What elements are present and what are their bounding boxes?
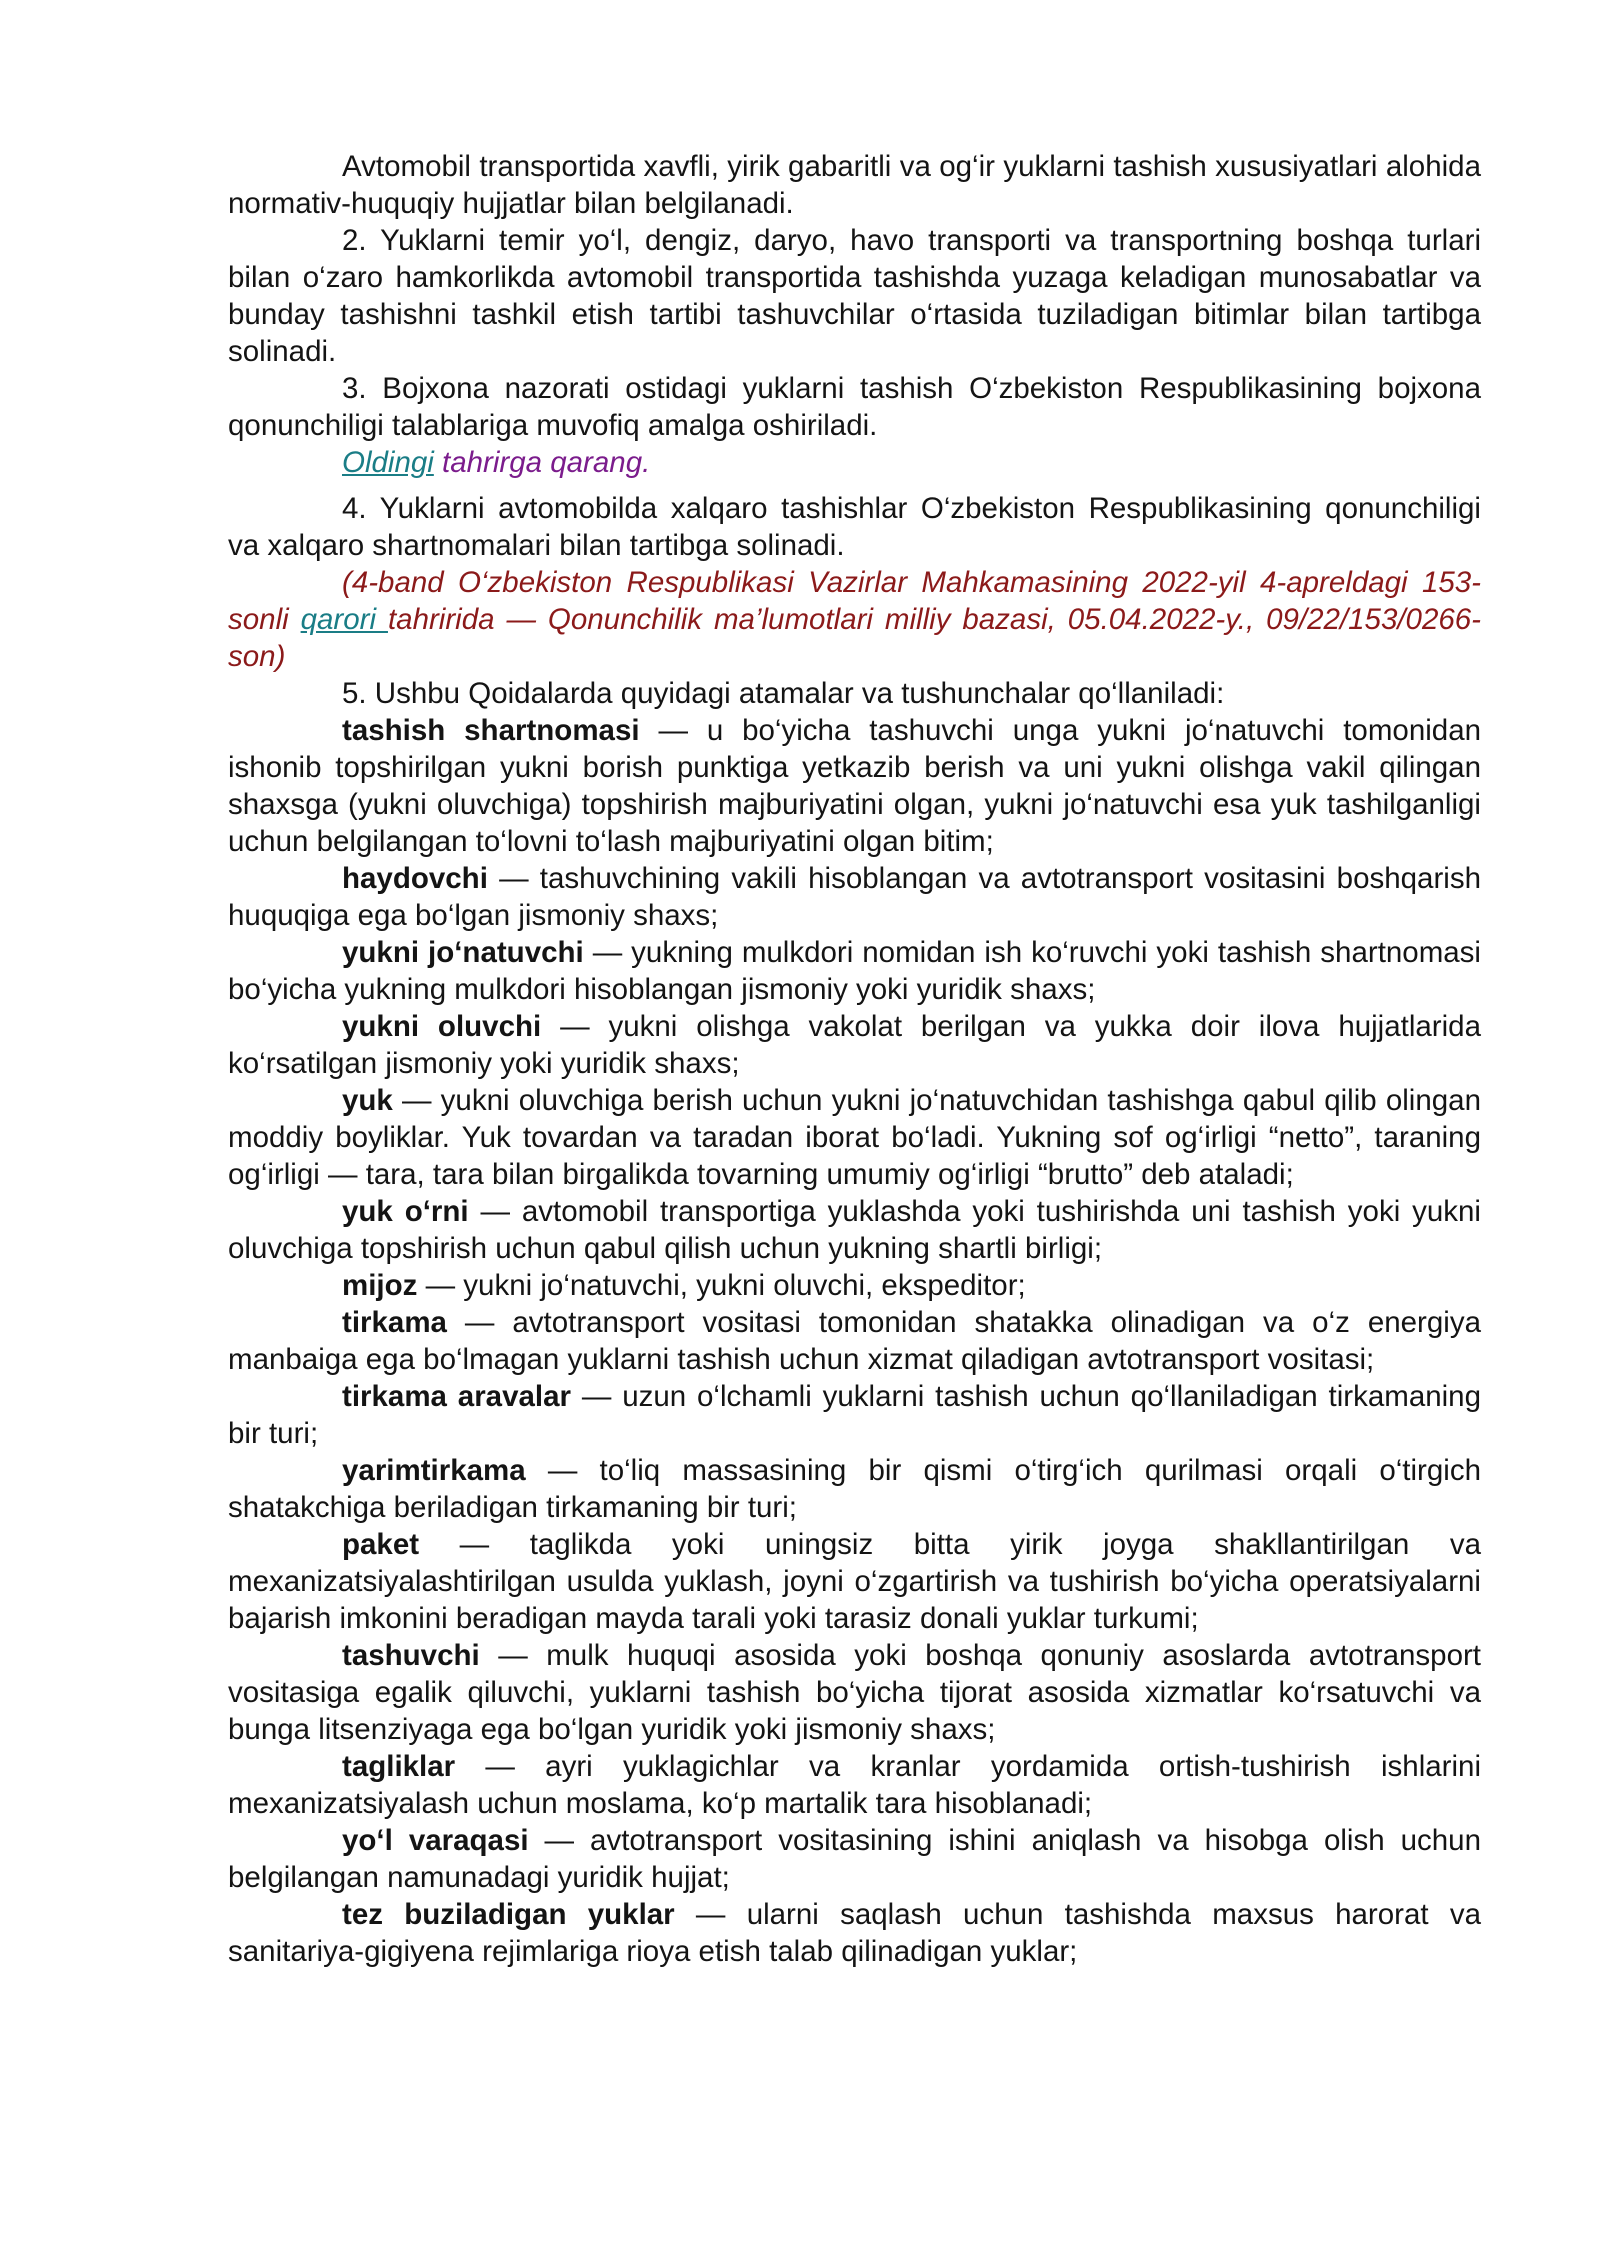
definition-text: — tashuvchining vakili hisoblangan va avtotransport vositasini boshqarish huquqiga ega bo‘lgan jismoniy shaxs;	[228, 862, 1481, 932]
definition-item	[228, 1822, 1481, 1896]
definition-text: — yukni jo‘natuvchi, yukni oluvchi, ekspeditor;	[417, 1269, 1026, 1302]
definition-text: — yukni olishga vakolat berilgan va yukka doir ilova hujjatlarida ko‘rsatilgan jismoniy yoki yuridik shaxs;	[228, 1010, 1481, 1080]
definition-term: yukni jo‘natuvchi	[342, 936, 584, 969]
amendment-note-after: tahririda — Qonunchilik ma’lumotlari milliy bazasi, 05.04.2022-y., 09/22/153/0266-son)	[228, 603, 1481, 673]
definition-item	[228, 1193, 1481, 1267]
definition-term: tirkama aravalar	[342, 1380, 571, 1413]
document-page	[228, 148, 1481, 1970]
definition-term: tez buziladigan yuklar	[342, 1898, 675, 1931]
definition-item	[228, 712, 1481, 860]
definition-term: yukni oluvchi	[342, 1010, 542, 1043]
definition-item	[228, 1637, 1481, 1748]
definition-text: — yukni oluvchiga berish uchun yukni jo‘natuvchidan tashishga qabul qilib olingan moddiy boyliklar. Yuk tovardan va taradan iborat bo‘ladi. Yukning sof og‘irligi “netto”, taraning og‘irligi — tara, tara bilan birgalikda tovarning umumiy og‘irligi “brutto” deb ataladi;	[228, 1084, 1481, 1191]
previous-edition-link[interactable]: Oldingi	[342, 446, 434, 479]
definition-text: — u bo‘yicha tashuvchi unga yukni jo‘natuvchi tomonidan ishonib topshirilgan yukni borish punktiga yetkazib berish va uni yukni olishga vakil qilingan shaxsga (yukni oluvchiga) topshirish majburiyatini olgan, yukni jo‘natuvchi esa yuk tashilganligi uchun belgilangan to‘lovni to‘lash majburiyatini olgan bitim;	[228, 714, 1482, 858]
item-4-paragraph: 4. Yuklarni avtomobilda xalqaro tashishlar O‘zbekiston Respublikasining qonunchiligi va xalqaro shartnomalari bilan tartibga solinadi.	[228, 492, 1481, 562]
definition-text: — ularni saqlash uchun tashishda maxsus harorat va sanitariya-gigiyena rejimlariga rioya etish talab qilinadigan yuklar;	[228, 1898, 1481, 1968]
definition-item	[228, 1304, 1481, 1378]
definition-text: — uzun o‘lchamli yuklarni tashish uchun qo‘llaniladigan tirkamaning bir turi;	[228, 1380, 1481, 1450]
definition-term: yuk	[342, 1084, 393, 1117]
definition-term: tashish shartnomasi	[342, 714, 640, 747]
previous-edition-note	[228, 444, 1481, 481]
definition-item	[228, 1526, 1481, 1637]
definition-item	[228, 1896, 1481, 1970]
definition-term: yuk o‘rni	[342, 1195, 469, 1228]
definition-text: — mulk huquqi asosida yoki boshqa qonuniy asoslarda avtotransport vositasiga egalik qiluvchi, yuklarni tashish bo‘yicha tijorat asosida xizmatlar ko‘rsatuvchi va bunga litsenziyaga ega bo‘lgan yuridik yoki jismoniy shaxs;	[228, 1639, 1481, 1746]
definition-text: — avtotransport vositasi tomonidan shatakka olinadigan va o‘z energiya manbaiga ega bo‘lmagan yuklarni tashish uchun xizmat qiladigan avtotransport vositasi;	[228, 1306, 1481, 1376]
definition-text: — avtomobil transportiga yuklashda yoki tushirishda uni tashish yoki yukni oluvchiga topshirish uchun qabul qilish uchun yukning shartli birligi;	[228, 1195, 1481, 1265]
definition-item	[228, 934, 1481, 1008]
definition-item	[228, 1452, 1481, 1526]
definition-item	[228, 1082, 1481, 1193]
definitions-list	[228, 712, 1481, 1970]
definition-text: — to‘liq massasining bir qismi o‘tirg‘ich qurilmasi orqali o‘tirgich shatakchiga beriladigan tirkamaning bir turi;	[228, 1454, 1481, 1524]
amendment-resolution-link[interactable]: qarori	[300, 603, 388, 636]
definition-text: — yukning mulkdori nomidan ish ko‘ruvchi yoki tashish shartnomasi bo‘yicha yukning mulkdori hisoblangan jismoniy yoki yuridik shaxs;	[228, 936, 1481, 1006]
definition-item	[228, 1748, 1481, 1822]
definition-term: tirkama	[342, 1306, 447, 1339]
definition-term: paket	[342, 1528, 420, 1561]
definition-term: tagliklar	[342, 1750, 456, 1783]
definition-term: tashuvchi	[342, 1639, 480, 1672]
item-2-paragraph: 2. Yuklarni temir yo‘l, dengiz, daryo, havo transporti va transportning boshqa turlari bilan o‘zaro hamkorlikda avtomobil transportida tashishda yuzaga keladigan munosabatlar va bunday tashishni tashkil etish tartibi tashuvchilar o‘rtasida tuziladigan bitimlar bilan tartibga solinadi.	[228, 224, 1481, 368]
amendment-note-before: (4-band O‘zbekiston Respublikasi Vazirlar Mahkamasining 2022-yil 4-apreldagi 153-sonli	[228, 566, 1481, 636]
definition-text: — ayri yuklagichlar va kranlar yordamida ortish-tushirish ishlarini mexanizatsiyalash uchun moslama, ko‘p martalik tara hisoblanadi;	[228, 1750, 1481, 1820]
definition-item	[228, 1378, 1481, 1452]
definition-term: yarimtirkama	[342, 1454, 526, 1487]
item-3-paragraph: 3. Bojxona nazorati ostidagi yuklarni tashish O‘zbekiston Respublikasining bojxona qonunchiligi talablariga muvofiq amalga oshiriladi.	[228, 372, 1481, 442]
definition-term: haydovchi	[342, 862, 488, 895]
item-5-paragraph: 5. Ushbu Qoidalarda quyidagi atamalar va tushunchalar qo‘llaniladi:	[342, 677, 1225, 710]
definition-text: — avtotransport vositasining ishini aniqlash va hisobga olish uchun belgilangan namunadagi yuridik hujjat;	[228, 1824, 1481, 1894]
definition-term: mijoz	[342, 1269, 418, 1302]
definition-item	[228, 860, 1481, 934]
definition-item	[228, 1267, 1481, 1304]
definition-text: — taglikda yoki uningsiz bitta yirik joyga shakllantirilgan va mexanizatsiyalashtirilgan usulda yuklash, joyni o‘zgartirish va tushirish bo‘yicha operatsiyalarni bajarish imkonini beradigan mayda tarali yoki tarasiz donali yuklar turkumi;	[228, 1528, 1481, 1635]
amendment-note	[228, 564, 1481, 675]
definition-term: yo‘l varaqasi	[342, 1824, 529, 1857]
previous-edition-note-text: tahrirga qarang.	[433, 446, 651, 479]
definition-item	[228, 1008, 1481, 1082]
intro-paragraph: Avtomobil transportida xavfli, yirik gabaritli va og‘ir yuklarni tashish xususiyatlari alohida normativ-huquqiy hujjatlar bilan belgilanadi.	[228, 150, 1481, 220]
